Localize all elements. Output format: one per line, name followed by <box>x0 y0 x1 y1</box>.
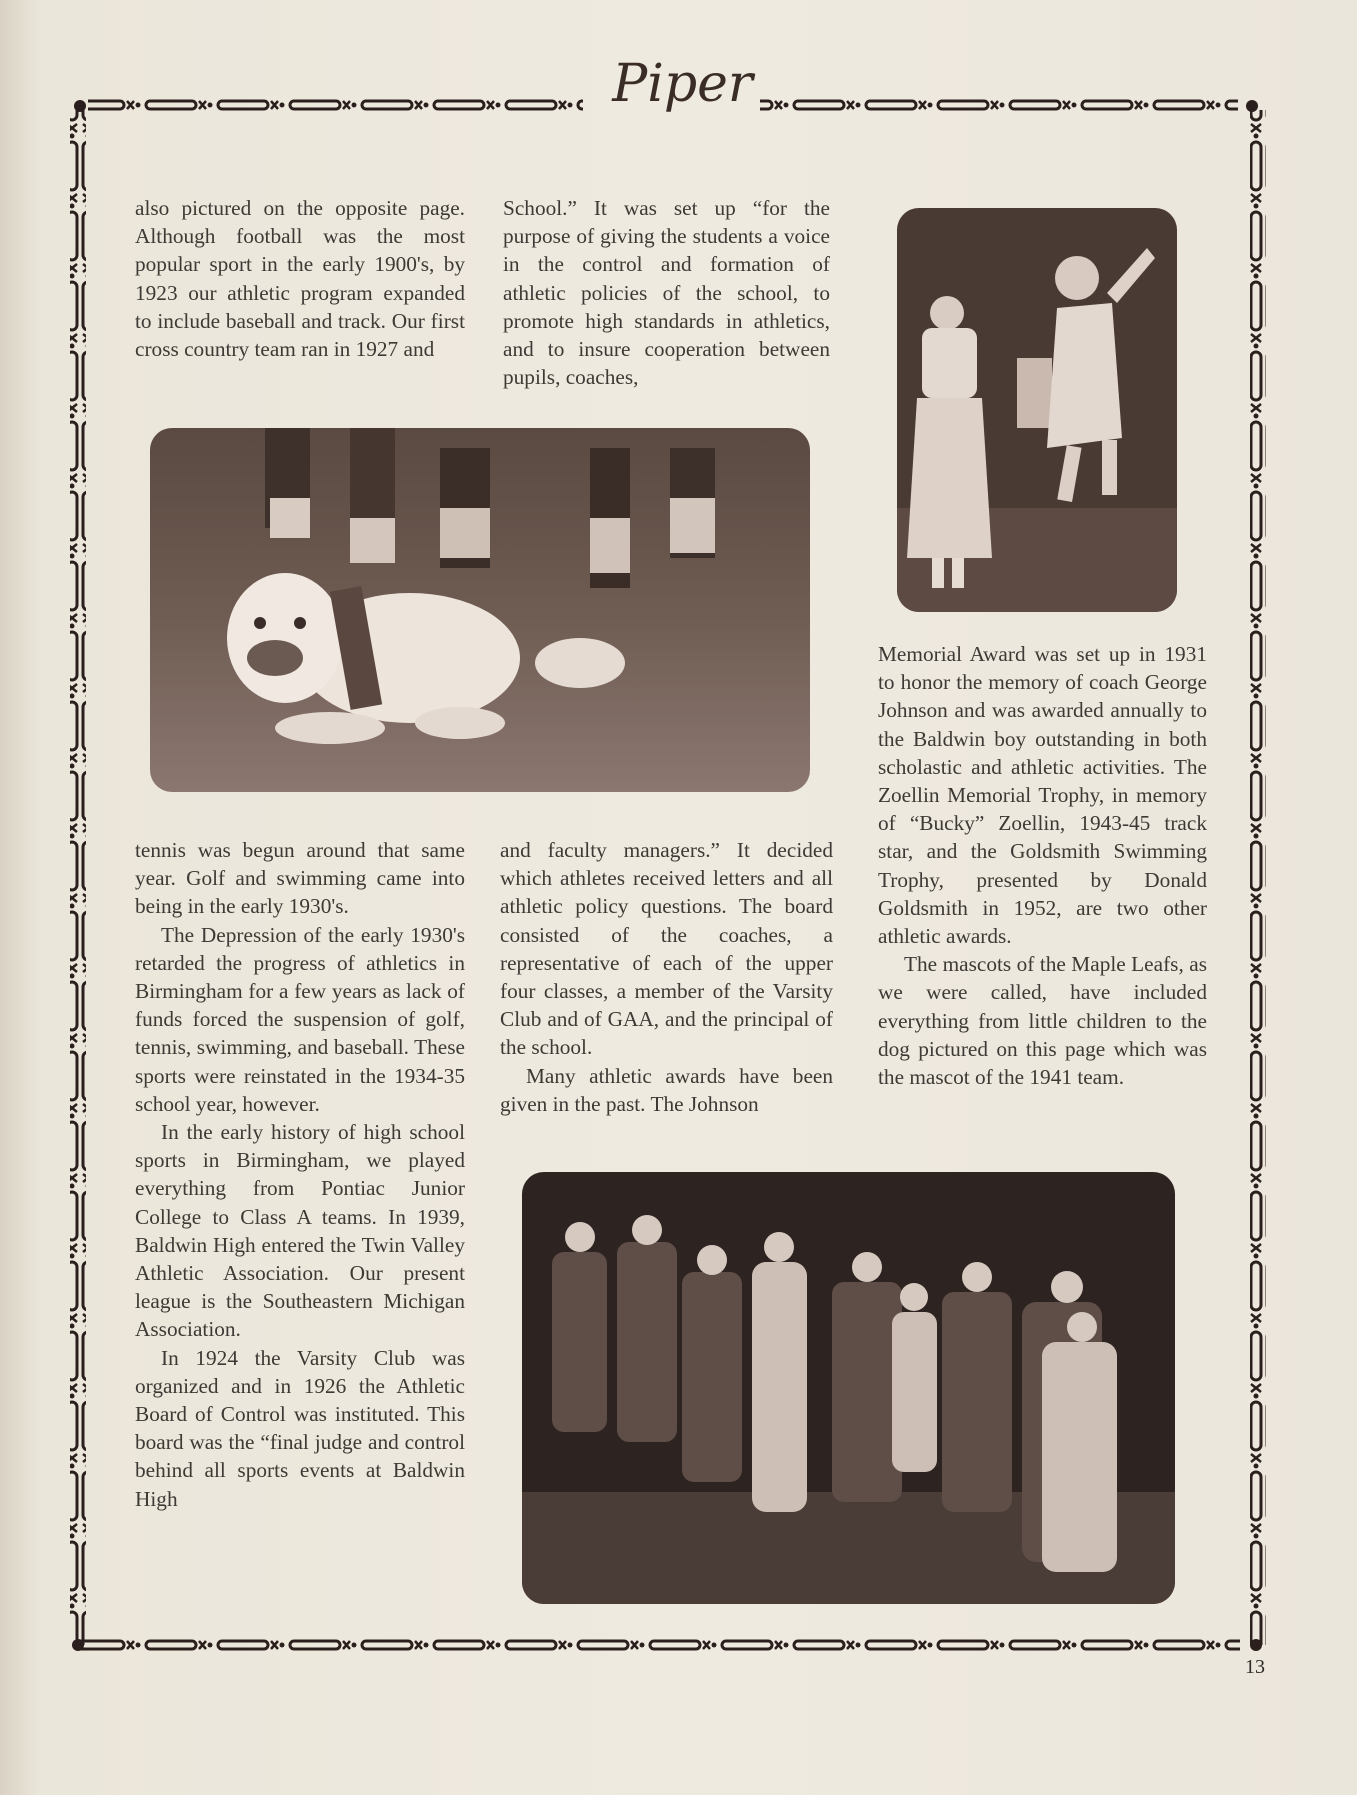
column-1-bottom-text <box>135 836 465 1513</box>
page-number: 13 <box>1245 1656 1265 1678</box>
bulldog-mascot-photo <box>150 428 810 792</box>
paragraph: The Depression of the early 1930's retarded the progress of athletics in Birmingham for a few years as lack of funds forced the suspension of golf, tennis, swimming, and baseball. These sports were reinstated in the 1934-35 school year, however. <box>135 922 465 1116</box>
paragraph: and faculty managers.” It decided which athletes received letters and all athletic policy questions. The board consisted of the coaches, a representative of each of the upper four classes, a member of the Varsity Club and of GAA, and the principal of the school. <box>500 838 833 1060</box>
paragraph: also pictured on the opposite page. Although football was the most popular sport in the early 1900's, by 1923 our athletic program expanded to include baseball and track. Our first cross country team ran in 1927 and <box>135 196 465 362</box>
column-1-top-text <box>135 194 465 363</box>
paragraph: In 1924 the Varsity Club was organized and in 1926 the Athletic Board of Control was instituted. This board was the “final judge and control behind all sports events at Baldwin High <box>135 1345 465 1511</box>
paragraph: Many athletic awards have been given in the past. The Johnson <box>500 1063 833 1116</box>
paragraph: The mascots of the Maple Leafs, as we were called, have included everything from little children to the dog pictured on this page which was the mascot of the 1941 team. <box>878 952 1207 1090</box>
paragraph: School.” It was set up “for the purpose of giving the students a voice in the control and formation of athletic policies of the school, to promote high standards in athletics, and to insure cooperation between pupils, coaches, <box>503 196 830 390</box>
column-2-bottom-text <box>500 836 833 1118</box>
column-2-top-text <box>503 194 830 391</box>
column-3-text <box>878 640 1207 1091</box>
students-snake-dance-photo <box>522 1172 1175 1604</box>
cheerleaders-photo <box>897 208 1177 612</box>
paragraph: In the early history of high school sports in Birmingham, we played everything from Pontiac Junior College to Class A teams. In 1939, Baldwin High entered the Twin Valley Athletic Association. Our present league is the Southeastern Michigan Association. <box>135 1120 465 1342</box>
paragraph: tennis was begun around that same year. Golf and swimming came into being in the early 1930's. <box>135 838 465 919</box>
page-title: Piper <box>612 54 753 114</box>
paragraph: Memorial Award was set up in 1931 to honor the memory of coach George Johnson and was awarded annually to the Baldwin boy outstanding in both scholastic and athletic activities. The Zoellin Memorial Trophy, in memory of “Bucky” Zoellin, 1943-45 track star, and the Goldsmith Swimming Trophy, presented by Donald Goldsmith in 1952, are two other athletic awards. <box>878 642 1207 949</box>
